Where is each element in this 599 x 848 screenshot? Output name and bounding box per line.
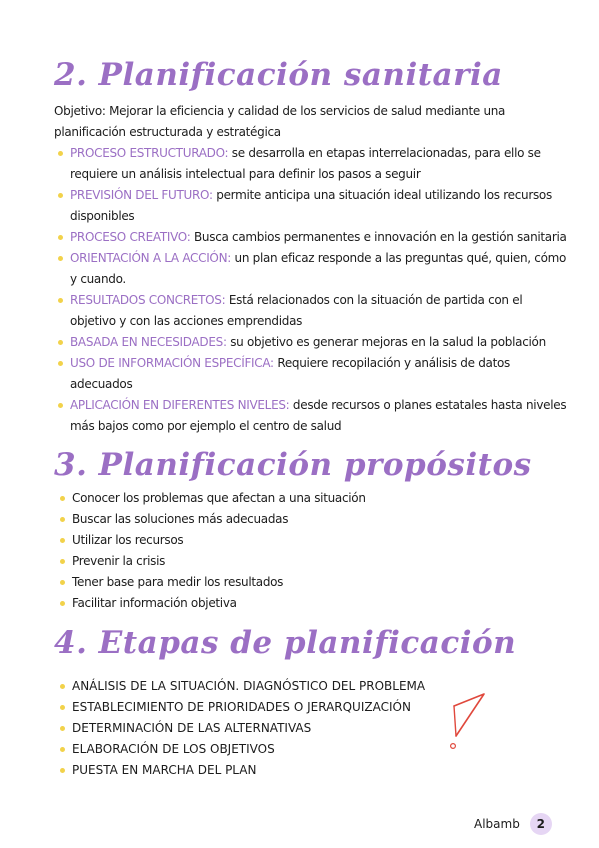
item-term: PROCESO ESTRUCTURADO: — [70, 146, 229, 160]
bullet-icon — [60, 601, 65, 606]
bullet-icon — [58, 361, 63, 366]
item-term: ORIENTACIÓN A LA ACCIÓN: — [70, 251, 231, 265]
handwritten-annotation-icon — [448, 690, 490, 754]
list-item — [58, 248, 568, 290]
item-text: permite anticipa una situación ideal utilizando los recursos disponibles — [70, 188, 552, 223]
item-text: su objetivo es generar mejoras en la salud la población — [226, 335, 546, 349]
list-item — [60, 572, 560, 593]
bullet-icon — [60, 726, 65, 731]
item-text: Requiere recopilación y análisis de datos adecuados — [70, 356, 510, 391]
brand-name: Albamb — [474, 817, 520, 831]
section-2-title: 2. Planificación sanitaria — [54, 57, 503, 93]
bullet-icon — [60, 705, 65, 710]
list-item — [58, 227, 568, 248]
bullet-icon — [58, 403, 63, 408]
item-term: APLICACIÓN EN DIFERENTES NIVELES: — [70, 398, 290, 412]
item-text: Conocer los problemas que afectan a una situación — [72, 491, 366, 505]
bullet-icon — [60, 496, 65, 501]
item-text: un plan eficaz responde a las preguntas qué, quien, cómo y cuando. — [70, 251, 567, 286]
bullet-icon — [60, 538, 65, 543]
item-text: Tener base para medir los resultados — [72, 575, 284, 589]
list-item — [60, 551, 560, 572]
list-item — [60, 530, 560, 551]
bullet-icon — [60, 768, 65, 773]
item-text: Buscar las soluciones más adecuadas — [72, 512, 289, 526]
item-term: RESULTADOS CONCRETOS: — [70, 293, 226, 307]
item-term: BASADA EN NECESIDADES: — [70, 335, 227, 349]
item-text: Prevenir la crisis — [72, 554, 166, 568]
item-text: ANÁLISIS DE LA SITUACIÓN. DIAGNÓSTICO DEL PROBLEMA — [72, 679, 426, 693]
bullet-icon — [60, 580, 65, 585]
bullet-icon — [60, 559, 65, 564]
list-item — [60, 760, 560, 781]
item-term: PREVISIÓN DEL FUTURO: — [70, 188, 213, 202]
item-text: desde recursos o planes estatales hasta niveles más bajos como por ejemplo el centro de salud — [70, 398, 567, 433]
item-text: Utilizar los recursos — [72, 533, 184, 547]
item-term: PROCESO CREATIVO: — [70, 230, 191, 244]
list-item — [58, 353, 568, 395]
bullet-icon — [58, 340, 63, 345]
bullet-icon — [58, 193, 63, 198]
item-text: ELABORACIÓN DE LOS OBJETIVOS — [72, 742, 275, 756]
section-2-objective: Objetivo: Mejorar la eficiencia y calidad de los servicios de salud mediante una planificación estructurada y estratégica — [54, 104, 506, 139]
list-item — [58, 332, 568, 353]
bullet-icon — [58, 151, 63, 156]
page-footer — [474, 812, 564, 836]
item-text: Busca cambios permanentes e innovación en la gestión sanitaria — [190, 230, 567, 244]
section-3-list — [60, 488, 560, 614]
item-text: PUESTA EN MARCHA DEL PLAN — [72, 763, 257, 777]
item-text: DETERMINACIÓN DE LAS ALTERNATIVAS — [72, 721, 312, 735]
bullet-icon — [58, 298, 63, 303]
bullet-icon — [60, 684, 65, 689]
list-item — [60, 488, 560, 509]
list-item — [58, 185, 568, 227]
bullet-icon — [60, 747, 65, 752]
item-text: Está relacionados con la situación de partida con el objetivo y con las acciones emprendidas — [70, 293, 523, 328]
list-item — [60, 593, 560, 614]
list-item — [60, 509, 560, 530]
bullet-icon — [60, 517, 65, 522]
item-text: se desarrolla en etapas interrelacionadas, para ello se requiere un análisis intelectual para definir los pasos a seguir — [70, 146, 541, 181]
item-text: ESTABLECIMIENTO DE PRIORIDADES O JERARQUIZACIÓN — [72, 700, 411, 714]
list-item — [58, 143, 568, 185]
bullet-icon — [58, 235, 63, 240]
bullet-icon — [58, 256, 63, 261]
page-number-badge: 2 — [530, 813, 552, 835]
item-text: Facilitar información objetiva — [72, 596, 237, 610]
section-3-title: 3. Planificación propósitos — [54, 447, 532, 483]
item-term: USO DE INFORMACIÓN ESPECÍFICA: — [70, 356, 274, 370]
list-item — [58, 290, 568, 332]
list-item — [58, 395, 568, 437]
section-4-title: 4. Etapas de planificación — [54, 625, 517, 661]
section-2-list — [58, 143, 568, 437]
